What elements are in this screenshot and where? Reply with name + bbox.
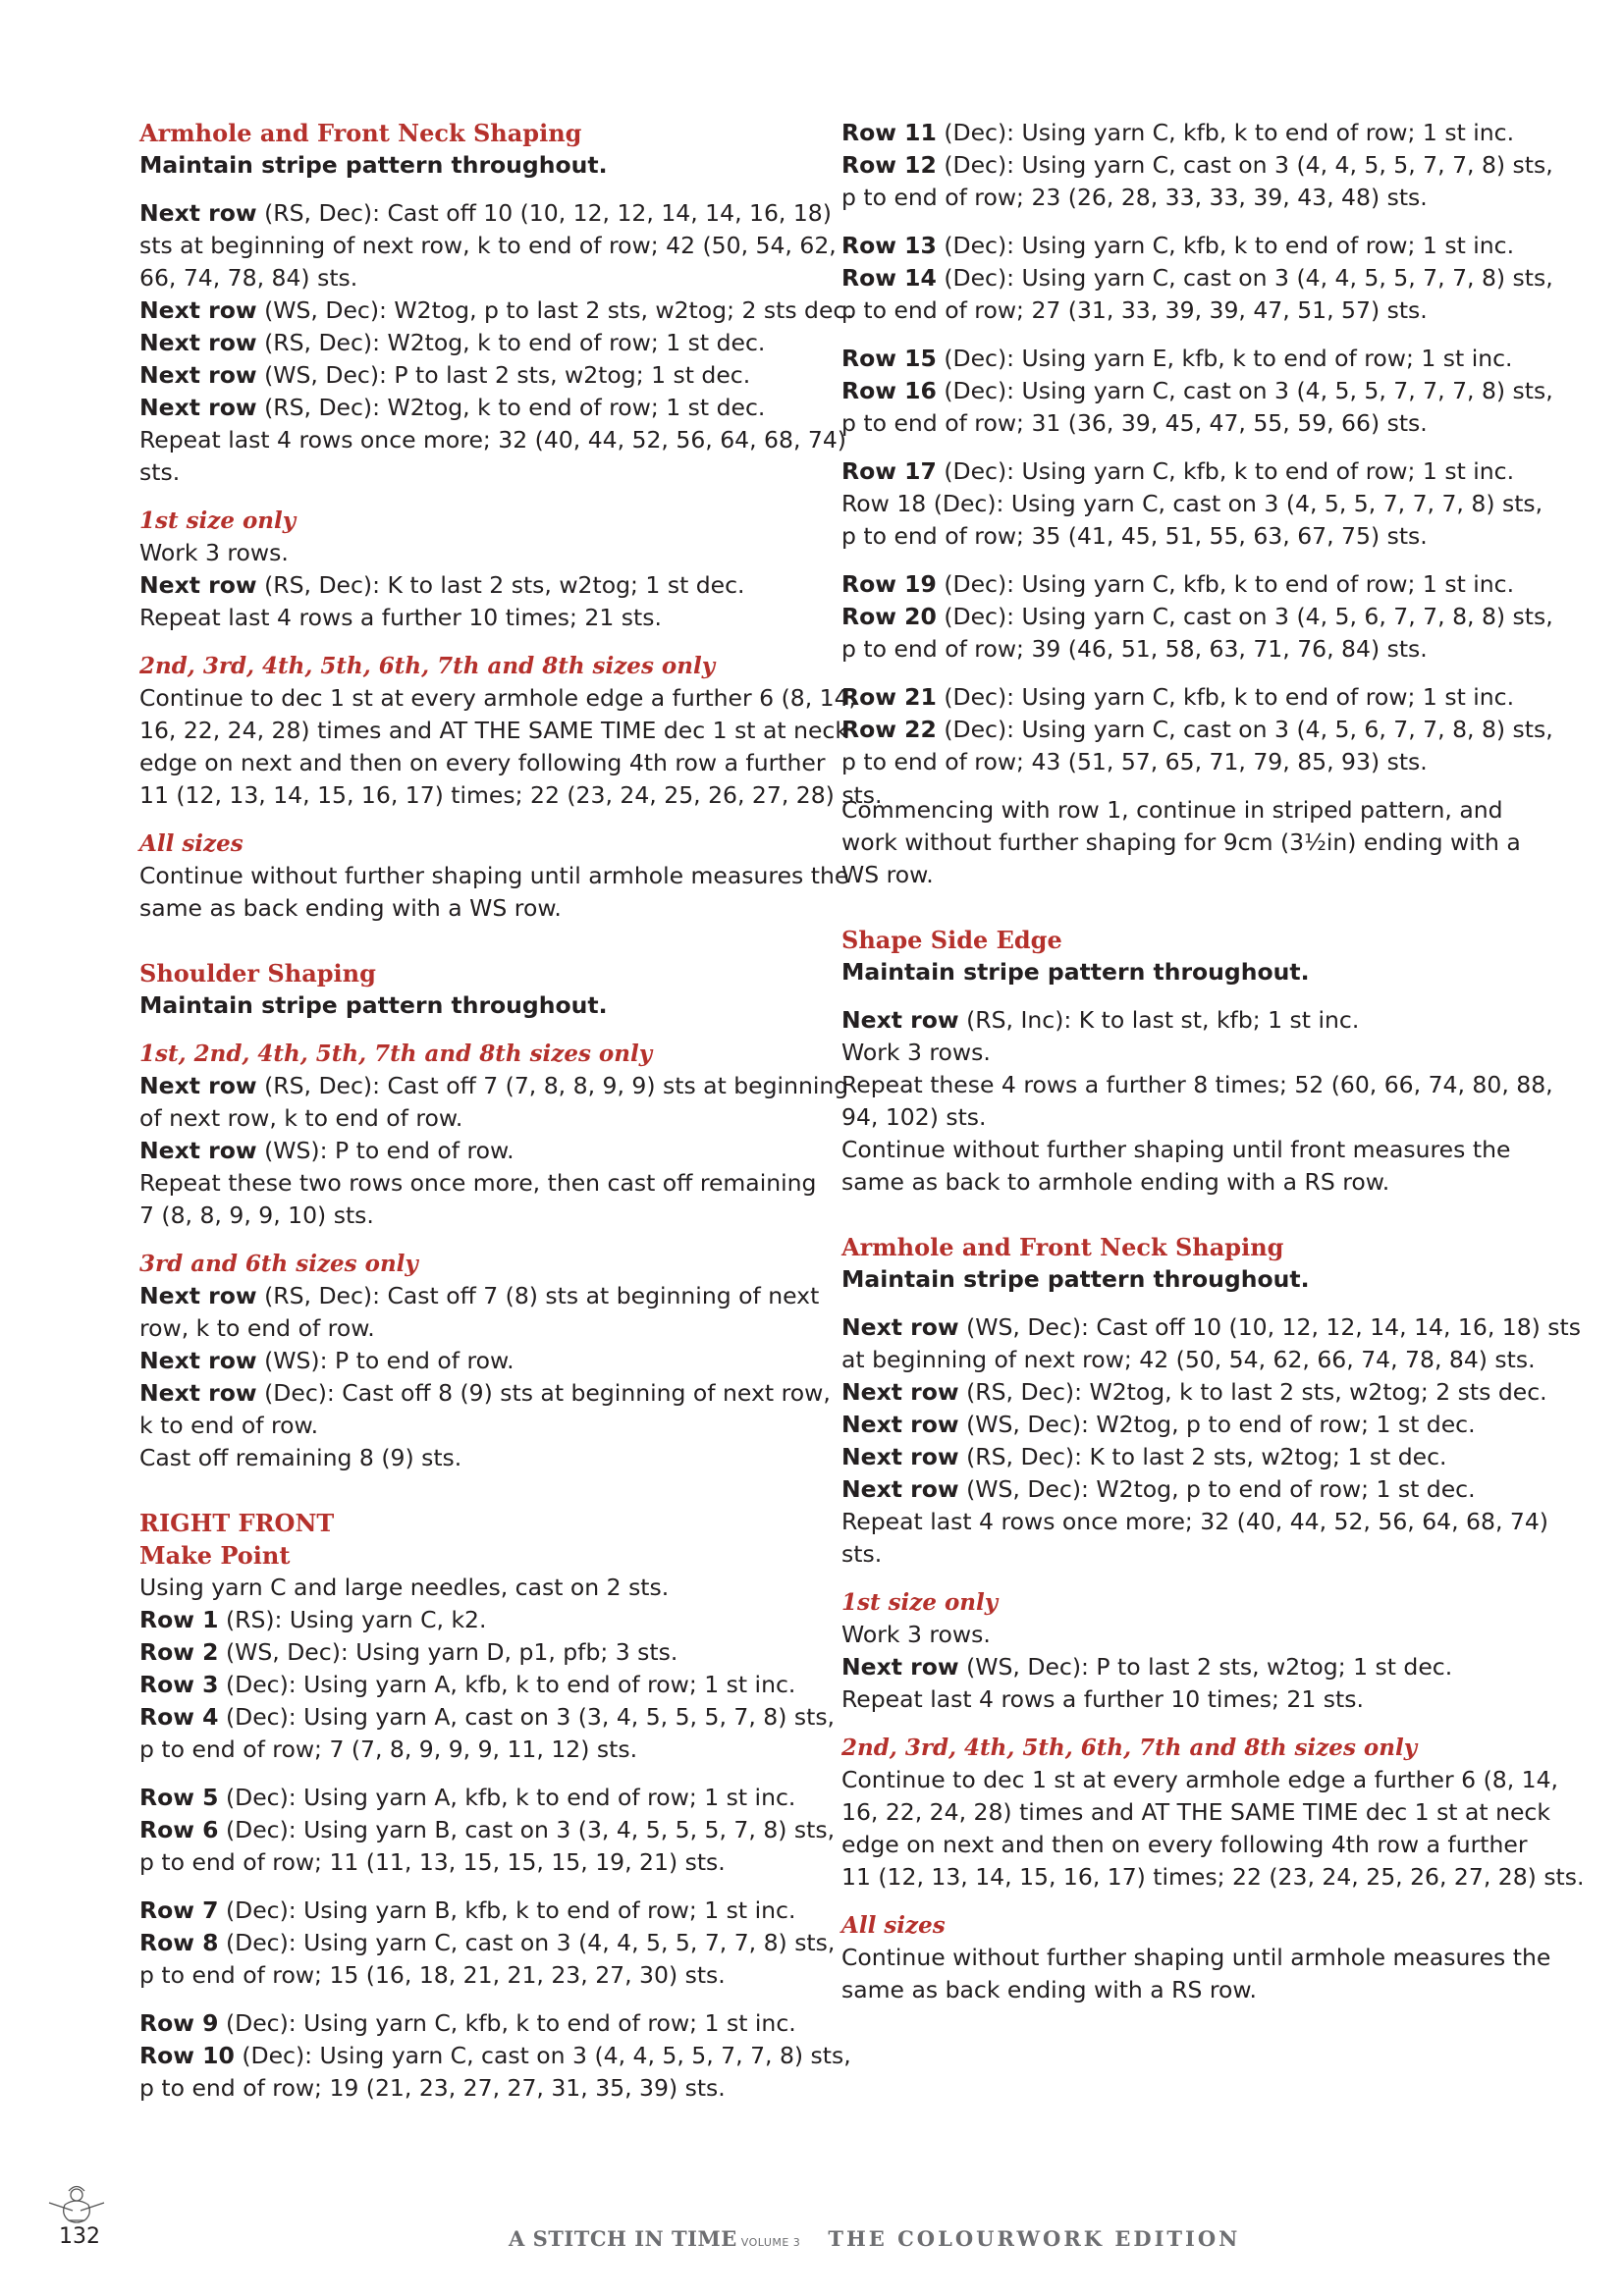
instruction-line [139,715,848,747]
row-text: sts. [841,1540,883,1568]
instruction-paragraph [841,343,1553,440]
instruction-line [841,1974,1504,2006]
right-column [841,117,1585,2022]
instruction-line [841,488,1543,520]
instruction-line [841,149,1553,182]
row-text: (WS): P to end of row. [256,1347,514,1374]
row-text: (WS, Dec): P to last 2 sts, w2tog; 1 st dec. [256,361,751,389]
row-text: Repeat last 4 rows once more; 32 (40, 44, 52, 56, 64, 68, 74) [841,1508,1548,1535]
instruction-line [841,714,1553,746]
row-label: Row 5 [139,1784,219,1811]
row-text: 11 (12, 13, 14, 15, 16, 17) times; 22 (23, 24, 25, 26, 27, 28) sts. [841,1863,1585,1891]
instruction-paragraph [139,860,849,925]
instruction-line [841,294,1504,327]
row-label: Row 4 [139,1703,219,1731]
instruction-line [139,1345,807,1377]
row-text: edge on next and then on every following 4th row a further [841,1831,1528,1858]
row-text: (RS, Dec): Cast off 10 (10, 12, 12, 14, 14, 16, 18) [256,199,832,227]
instruction-line [841,182,1504,214]
row-text: same as back to armhole ending with a RS row. [841,1168,1390,1196]
instruction-line [841,1069,1553,1101]
instruction-paragraph [139,1280,831,1474]
instruction-line [139,892,807,925]
instruction-paragraph [841,230,1553,327]
row-text: Repeat these 4 rows a further 8 times; 52 (60, 66, 74, 80, 88, [841,1071,1553,1098]
instruction-line [841,1829,1528,1861]
row-label: Next row [139,1347,257,1374]
row-text: p to end of row; 35 (41, 45, 51, 55, 63, 67, 75) sts. [841,522,1428,550]
row-text: (Dec): Using yarn C, cast on 3 (4, 5, 6, 7, 7, 8, 8) sts, [936,603,1553,630]
row-label: Next row [139,1282,257,1309]
instruction-line [139,1782,807,1814]
instruction-line [841,601,1553,633]
instruction-line [841,455,1515,488]
row-text: (Dec): Using yarn C, kfb, k to end of row; 1 st inc. [936,683,1515,711]
row-text: 7 (8, 8, 9, 9, 10) sts. [139,1201,374,1229]
row-label: Next row [841,1475,959,1503]
row-text: (RS, Dec): Cast off 7 (7, 8, 8, 9, 9) sts at beginning [256,1072,849,1099]
instruction-line [139,2072,807,2105]
instruction-paragraph [841,455,1543,553]
instruction-line [841,343,1513,375]
row-text: Using yarn C and large needles, cast on 2 sts. [139,1574,670,1601]
instruction-line [841,681,1515,714]
instruction-line [139,424,846,456]
instruction-line [139,456,807,489]
instruction-paragraph [139,1895,836,1992]
row-text: (Dec): Using yarn C, cast on 3 (4, 5, 5, 7, 7, 7, 8) sts, [936,377,1553,404]
row-text: Repeat these two rows once more, then cast off remaining [139,1169,817,1197]
instruction-line [841,230,1515,262]
row-text: Continue without further shaping until armhole measures the [139,862,849,889]
instruction-line [139,1377,831,1410]
instruction-paragraph [841,1942,1551,2006]
row-label: Row 2 [139,1638,219,1666]
row-text: sts. [139,458,181,486]
row-text: (WS): P to end of row. [256,1137,514,1164]
instruction-line [139,1442,807,1474]
row-label: Row 20 [841,603,937,630]
row-text: (RS, Inc): K to last st, kfb; 1 st inc. [958,1006,1360,1034]
row-text: (Dec): Using yarn C, cast on 3 (4, 5, 6, 7, 7, 8, 8) sts, [936,716,1553,743]
row-label: Row 14 [841,264,937,292]
row-label: Next row [139,1072,257,1099]
row-label: Next row [139,361,257,389]
instruction-line [841,1506,1548,1538]
size-subheading: All sizes [841,1912,946,1939]
row-text: (RS, Dec): W2tog, k to end of row; 1 st dec. [256,329,766,356]
row-text: same as back ending with a WS row. [139,894,562,922]
row-label: Next row [841,1653,959,1681]
section-heading: Armhole and Front Neck Shaping [841,1233,1284,1261]
row-label: Next row [139,1137,257,1164]
size-subheading: 2nd, 3rd, 4th, 5th, 6th, 7th and 8th sizes only [139,653,716,679]
instruction-paragraph [841,568,1553,666]
instruction-line [841,1344,1536,1376]
instruction-line [139,1200,807,1232]
row-label: Row 13 [841,232,937,259]
instruction-paragraph [139,1070,849,1232]
row-text: 11 (12, 13, 14, 15, 16, 17) times; 22 (23, 24, 25, 26, 27, 28) sts. [139,781,883,809]
instruction-line [139,1636,807,1669]
row-text: (WS, Dec): P to last 2 sts, w2tog; 1 st dec. [958,1653,1453,1681]
row-text: (Dec): Using yarn C, kfb, k to end of row; 1 st inc. [936,570,1515,598]
row-text: sts at beginning of next row, k to end of row; 42 (50, 54, 62, [139,232,837,259]
instruction-paragraph [841,1619,1504,1716]
instruction-line [139,1814,836,1846]
instruction-paragraph [841,1764,1585,1894]
row-text: p to end of row; 15 (16, 18, 21, 21, 23, 27, 30) sts. [139,1961,726,1989]
instruction-line [139,1280,820,1312]
row-text: (Dec): Using yarn C, cast on 3 (4, 4, 5, 5, 7, 7, 8) sts, [218,1929,836,1956]
instruction-line [139,392,807,424]
row-text: 16, 22, 24, 28) times and AT THE SAME TIME dec 1 st at neck [841,1798,1550,1826]
row-text: p to end of row; 7 (7, 8, 9, 9, 9, 11, 12) sts. [139,1735,638,1763]
instruction-line [139,230,837,262]
instruction-line [841,1796,1550,1829]
instruction-line [841,1409,1504,1441]
instruction-note: Maintain stripe pattern throughout. [841,1265,1310,1293]
publication-brand [509,2226,1240,2251]
row-text: Repeat last 4 rows once more; 32 (40, 44, 52, 56, 64, 68, 74) [139,426,846,454]
row-text: (WS, Dec): W2tog, p to end of row; 1 st dec. [958,1475,1476,1503]
row-label: Row 15 [841,345,937,372]
row-text: (Dec): Using yarn B, kfb, k to end of row; 1 st inc. [218,1896,796,1924]
section-heading: Shape Side Edge [841,926,1062,954]
row-text: (Dec): Using yarn E, kfb, k to end of row; 1 st inc. [936,345,1513,372]
row-label: Next row [841,1313,959,1341]
instruction-line [841,407,1504,440]
row-label: Row 19 [841,570,937,598]
row-label: Next row [139,1379,257,1407]
instruction-paragraph [139,2007,851,2105]
size-subheading: 1st size only [841,1589,999,1616]
size-subheading: 1st, 2nd, 4th, 5th, 7th and 8th sizes only [139,1041,653,1067]
instruction-line [139,747,826,779]
row-text: Work 3 rows. [841,1621,991,1648]
row-label: Row 6 [139,1816,219,1843]
row-label: Next row [139,329,257,356]
row-text: (WS, Dec): Using yarn D, p1, pfb; 3 sts. [218,1638,678,1666]
brand-edition: THE COLOURWORK EDITION [828,2226,1241,2251]
instruction-note: Maintain stripe pattern throughout. [139,991,608,1019]
instruction-line [841,262,1553,294]
page-number: 132 [59,2224,100,2249]
size-subheading: 3rd and 6th sizes only [139,1251,418,1277]
instruction-line [841,1166,1504,1199]
instruction-paragraph [139,682,883,812]
instruction-paragraph [139,1572,836,1766]
instruction-line [139,197,832,230]
instruction-paragraph [841,1004,1553,1199]
size-subheading: All sizes [139,830,244,857]
instruction-line [139,1669,807,1701]
instruction-line [139,860,849,892]
row-text: (Dec): Using yarn B, cast on 3 (3, 4, 5, 5, 5, 7, 8) sts, [218,1816,836,1843]
row-text: p to end of row; 11 (11, 13, 15, 15, 15, 19, 21) sts. [139,1848,726,1876]
instruction-line [139,2040,851,2072]
instruction-line [139,1572,807,1604]
instruction-paragraph [139,1782,836,1879]
instruction-line [841,375,1553,407]
size-subheading: 1st size only [139,507,297,534]
instruction-line [841,1311,1582,1344]
row-label: Row 16 [841,377,937,404]
instruction-line [841,1134,1511,1166]
instruction-line [139,1927,836,1959]
row-text: Repeat last 4 rows a further 10 times; 21 sts. [139,604,662,631]
instruction-line [841,1651,1504,1683]
row-text: WS row. [841,861,934,888]
row-text: at beginning of next row; 42 (50, 54, 62, 66, 74, 78, 84) sts. [841,1346,1536,1373]
row-text: p to end of row; 19 (21, 23, 27, 27, 31, 35, 39) sts. [139,2074,726,2102]
row-text: work without further shaping for 9cm (3½in) ending with a [841,828,1521,856]
row-text: Cast off remaining 8 (9) sts. [139,1444,462,1471]
instruction-line [841,746,1504,778]
row-text: edge on next and then on every following 4th row a further [139,749,826,776]
section-heading: Shoulder Shaping [139,959,376,988]
instruction-line [139,779,883,812]
instruction-line [139,1167,817,1200]
instruction-line [139,262,807,294]
row-text: (Dec): Using yarn A, cast on 3 (3, 4, 5, 5, 5, 7, 8) sts, [218,1703,836,1731]
instruction-paragraph [841,117,1553,214]
instruction-line [139,1604,807,1636]
instruction-line [841,117,1515,149]
instruction-line [841,1538,1504,1571]
instruction-line [139,1312,807,1345]
row-text: Work 3 rows. [139,539,289,566]
instruction-line [139,1846,807,1879]
instruction-line [841,1004,1504,1037]
instruction-line [841,1441,1504,1473]
instruction-line [841,1619,1504,1651]
instruction-line [139,537,807,569]
row-text: (RS, Dec): W2tog, k to last 2 sts, w2tog; 2 sts dec. [958,1378,1547,1406]
row-text: Row 18 (Dec): Using yarn C, cast on 3 (4, 5, 5, 7, 7, 7, 8) sts, [841,490,1543,517]
row-text: Continue without further shaping until front measures the [841,1136,1511,1163]
row-text: p to end of row; 27 (31, 33, 39, 39, 47, 51, 57) sts. [841,296,1428,324]
instruction-line [139,1959,807,1992]
instruction-note: Maintain stripe pattern throughout. [139,151,608,179]
left-column [139,117,883,2120]
section-heading: Armhole and Front Neck Shaping [139,119,582,147]
instruction-line [841,794,1504,827]
row-label: Row 3 [139,1671,219,1698]
brand-volume: VOLUME 3 [740,2236,801,2249]
page-footer [0,2181,1624,2260]
row-text: (Dec): Using yarn C, cast on 3 (4, 4, 5, 5, 7, 7, 8) sts, [936,264,1553,292]
row-label: Row 17 [841,457,937,485]
row-text: (Dec): Using yarn A, kfb, k to end of row; 1 st inc. [218,1671,796,1698]
row-label: Row 7 [139,1896,219,1924]
instruction-line [139,1895,807,1927]
instruction-line [841,1101,1504,1134]
instruction-line [841,520,1504,553]
row-text: (WS, Dec): Cast off 10 (10, 12, 12, 14, 14, 16, 18) sts [958,1313,1582,1341]
instruction-paragraph [841,1311,1582,1571]
row-text: (RS, Dec): W2tog, k to end of row; 1 st dec. [256,394,766,421]
instruction-line [139,1135,807,1167]
row-text: (RS): Using yarn C, k2. [218,1606,487,1633]
row-label: Next row [139,199,257,227]
row-label: Next row [841,1378,959,1406]
instruction-line [841,633,1504,666]
row-text: (Dec): Using yarn C, cast on 3 (4, 4, 5, 5, 7, 7, 8) sts, [234,2042,851,2069]
instruction-line [139,1734,807,1766]
instruction-paragraph [841,681,1553,778]
row-label: Row 21 [841,683,937,711]
row-label: Row 1 [139,1606,219,1633]
row-label: Next row [139,296,257,324]
row-text: Continue to dec 1 st at every armhole edge a further 6 (8, 14, [841,1766,1559,1793]
instruction-paragraph [139,197,853,489]
row-text: (Dec): Using yarn A, kfb, k to end of row; 1 st inc. [218,1784,796,1811]
row-label: Next row [841,1006,959,1034]
row-text: (WS, Dec): W2tog, p to last 2 sts, w2tog; 2 sts dec. [256,296,853,324]
instruction-line [139,602,807,634]
row-text: Continue to dec 1 st at every armhole edge a further 6 (8, 14, [139,684,857,712]
row-label: Next row [841,1411,959,1438]
instruction-paragraph [841,794,1521,891]
row-text: same as back ending with a RS row. [841,1976,1257,2003]
row-text: k to end of row. [139,1412,319,1439]
instruction-note: Maintain stripe pattern throughout. [841,958,1310,986]
row-text: Repeat last 4 rows a further 10 times; 21 sts. [841,1685,1364,1713]
row-label: Row 12 [841,151,937,179]
row-text: 16, 22, 24, 28) times and AT THE SAME TIME dec 1 st at neck [139,717,848,744]
row-text: Work 3 rows. [841,1039,991,1066]
row-text: (Dec): Using yarn C, kfb, k to end of row; 1 st inc. [218,2009,796,2037]
instruction-line [139,1410,807,1442]
row-text: 94, 102) sts. [841,1103,987,1131]
row-label: Row 11 [841,119,937,146]
section-heading: Make Point [139,1541,291,1570]
row-label: Next row [841,1443,959,1470]
row-text: p to end of row; 23 (26, 28, 33, 33, 39, 43, 48) sts. [841,184,1428,211]
row-label: Row 9 [139,2009,219,2037]
instruction-line [841,1376,1547,1409]
instruction-line [841,827,1521,859]
row-text: (RS, Dec): K to last 2 sts, w2tog; 1 st dec. [958,1443,1447,1470]
row-text: (Dec): Cast off 8 (9) sts at beginning of next row, [256,1379,831,1407]
row-text: p to end of row; 31 (36, 39, 45, 47, 55, 59, 66) sts. [841,409,1428,437]
instruction-line [139,359,807,392]
row-text: Continue without further shaping until armhole measures the [841,1944,1551,1971]
size-subheading: 2nd, 3rd, 4th, 5th, 6th, 7th and 8th sizes only [841,1735,1418,1761]
row-text: row, k to end of row. [139,1314,375,1342]
row-label: Row 22 [841,716,937,743]
row-text: p to end of row; 43 (51, 57, 65, 71, 79, 85, 93) sts. [841,748,1428,775]
row-text: (Dec): Using yarn C, kfb, k to end of row; 1 st inc. [936,119,1515,146]
row-text: (RS, Dec): Cast off 7 (8) sts at beginning of next [256,1282,820,1309]
instruction-line [841,1037,1504,1069]
instruction-line [841,568,1515,601]
row-text: p to end of row; 39 (46, 51, 58, 63, 71, 76, 84) sts. [841,635,1428,663]
row-text: Commencing with row 1, continue in striped pattern, and [841,796,1503,824]
instruction-line [139,1102,807,1135]
instruction-line [841,1683,1504,1716]
row-text: (Dec): Using yarn C, kfb, k to end of row; 1 st inc. [936,232,1515,259]
instruction-line [139,327,807,359]
row-label: Row 10 [139,2042,235,2069]
instruction-line [139,2007,807,2040]
row-text: (Dec): Using yarn C, cast on 3 (4, 4, 5, 5, 7, 7, 8) sts, [936,151,1553,179]
instruction-line [841,859,1504,891]
instruction-line [139,1701,836,1734]
row-label: Next row [139,394,257,421]
instruction-line [139,294,853,327]
row-label: Row 8 [139,1929,219,1956]
instruction-line [841,1942,1551,1974]
instruction-line [841,1764,1559,1796]
row-label: Next row [139,571,257,599]
instruction-line [139,1070,849,1102]
row-text: of next row, k to end of row. [139,1104,463,1132]
row-text: (Dec): Using yarn C, kfb, k to end of row; 1 st inc. [936,457,1515,485]
instruction-line [139,569,807,602]
row-text: (RS, Dec): K to last 2 sts, w2tog; 1 st dec. [256,571,745,599]
section-heading: RIGHT FRONT [139,1509,335,1537]
instruction-line [139,682,857,715]
row-text: (WS, Dec): W2tog, p to end of row; 1 st dec. [958,1411,1476,1438]
instruction-paragraph [139,537,807,634]
brand-title: A STITCH IN TIME [509,2226,737,2251]
instruction-line [841,1861,1585,1894]
row-text: 66, 74, 78, 84) sts. [139,264,358,292]
instruction-line [841,1473,1504,1506]
